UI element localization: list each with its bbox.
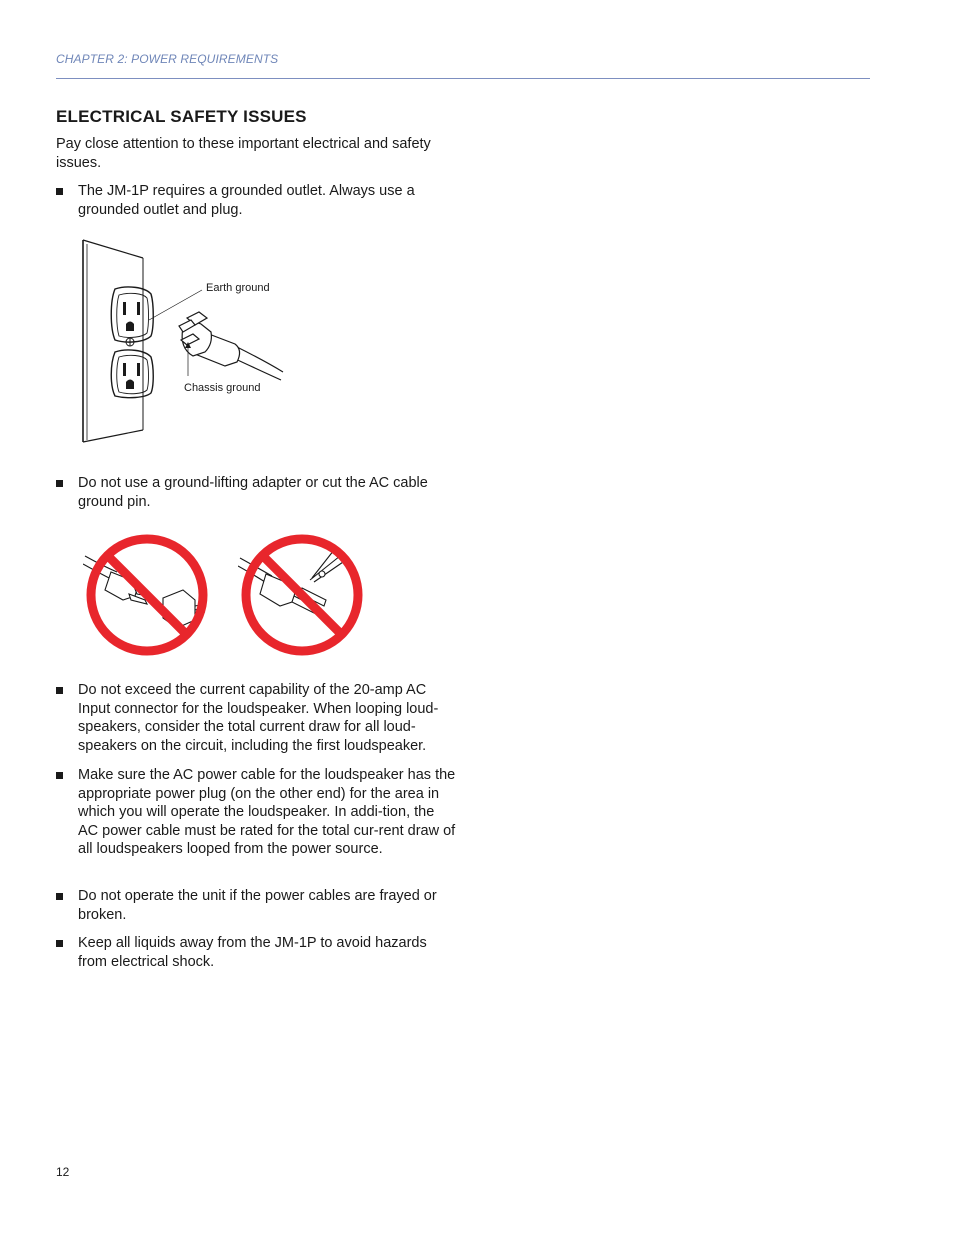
bullet-text: Do not exceed the current capability of the 20-amp AC Input connector for the loudspeaker. When looping loud-speakers, consider the total current draw for all loud-speakers on the circuit, including the first loudspeaker. (78, 682, 439, 754)
grounded-outlet-figure (75, 236, 295, 448)
bullet-item (56, 766, 456, 859)
chassis-ground-label: Chassis ground (184, 382, 261, 394)
no-cut-ground-pin-figure (238, 534, 366, 658)
bullet-text: Do not operate the unit if the power cables are frayed or broken. (78, 888, 437, 923)
lower-receptacle-icon (111, 350, 153, 398)
bullet-square-icon (56, 772, 63, 779)
page-number: 12 (56, 1165, 70, 1179)
bullet-text: The JM-1P requires a grounded outlet. Always use a grounded outlet and plug. (78, 183, 415, 218)
bullet-square-icon (56, 893, 63, 900)
earth-ground-label: Earth ground (206, 282, 270, 294)
bullet-square-icon (56, 188, 63, 195)
bullet-item (56, 887, 456, 924)
header-rule (56, 78, 870, 79)
upper-receptacle-icon (111, 287, 153, 342)
bullet-text: Keep all liquids away from the JM-1P to avoid hazards from electrical shock. (78, 935, 427, 970)
grounded-plug-icon (179, 312, 283, 380)
bullet-item (56, 934, 456, 971)
bullet-text: Do not use a ground-lifting adapter or cut the AC cable ground pin. (78, 475, 428, 510)
bullet-item (56, 474, 456, 511)
bullet-square-icon (56, 940, 63, 947)
bullet-text: Make sure the AC power cable for the loudspeaker has the appropriate power plug (on the other end) for the area in which you will operate the loudspeaker. In addi-tion, the AC power cable must be rated for the total cur-rent draw of all loudspeakers looped from the power source. (78, 767, 456, 858)
bullet-item (56, 182, 456, 219)
no-ground-lift-adapter-figure (83, 534, 211, 658)
intro-paragraph: Pay close attention to these important electrical and safety issues. (56, 136, 431, 171)
bullet-item (56, 681, 456, 755)
running-head: CHAPTER 2: POWER REQUIREMENTS (56, 52, 279, 66)
bullet-square-icon (56, 480, 63, 487)
section-heading: ELECTRICAL SAFETY ISSUES (56, 107, 307, 126)
bullet-square-icon (56, 687, 63, 694)
